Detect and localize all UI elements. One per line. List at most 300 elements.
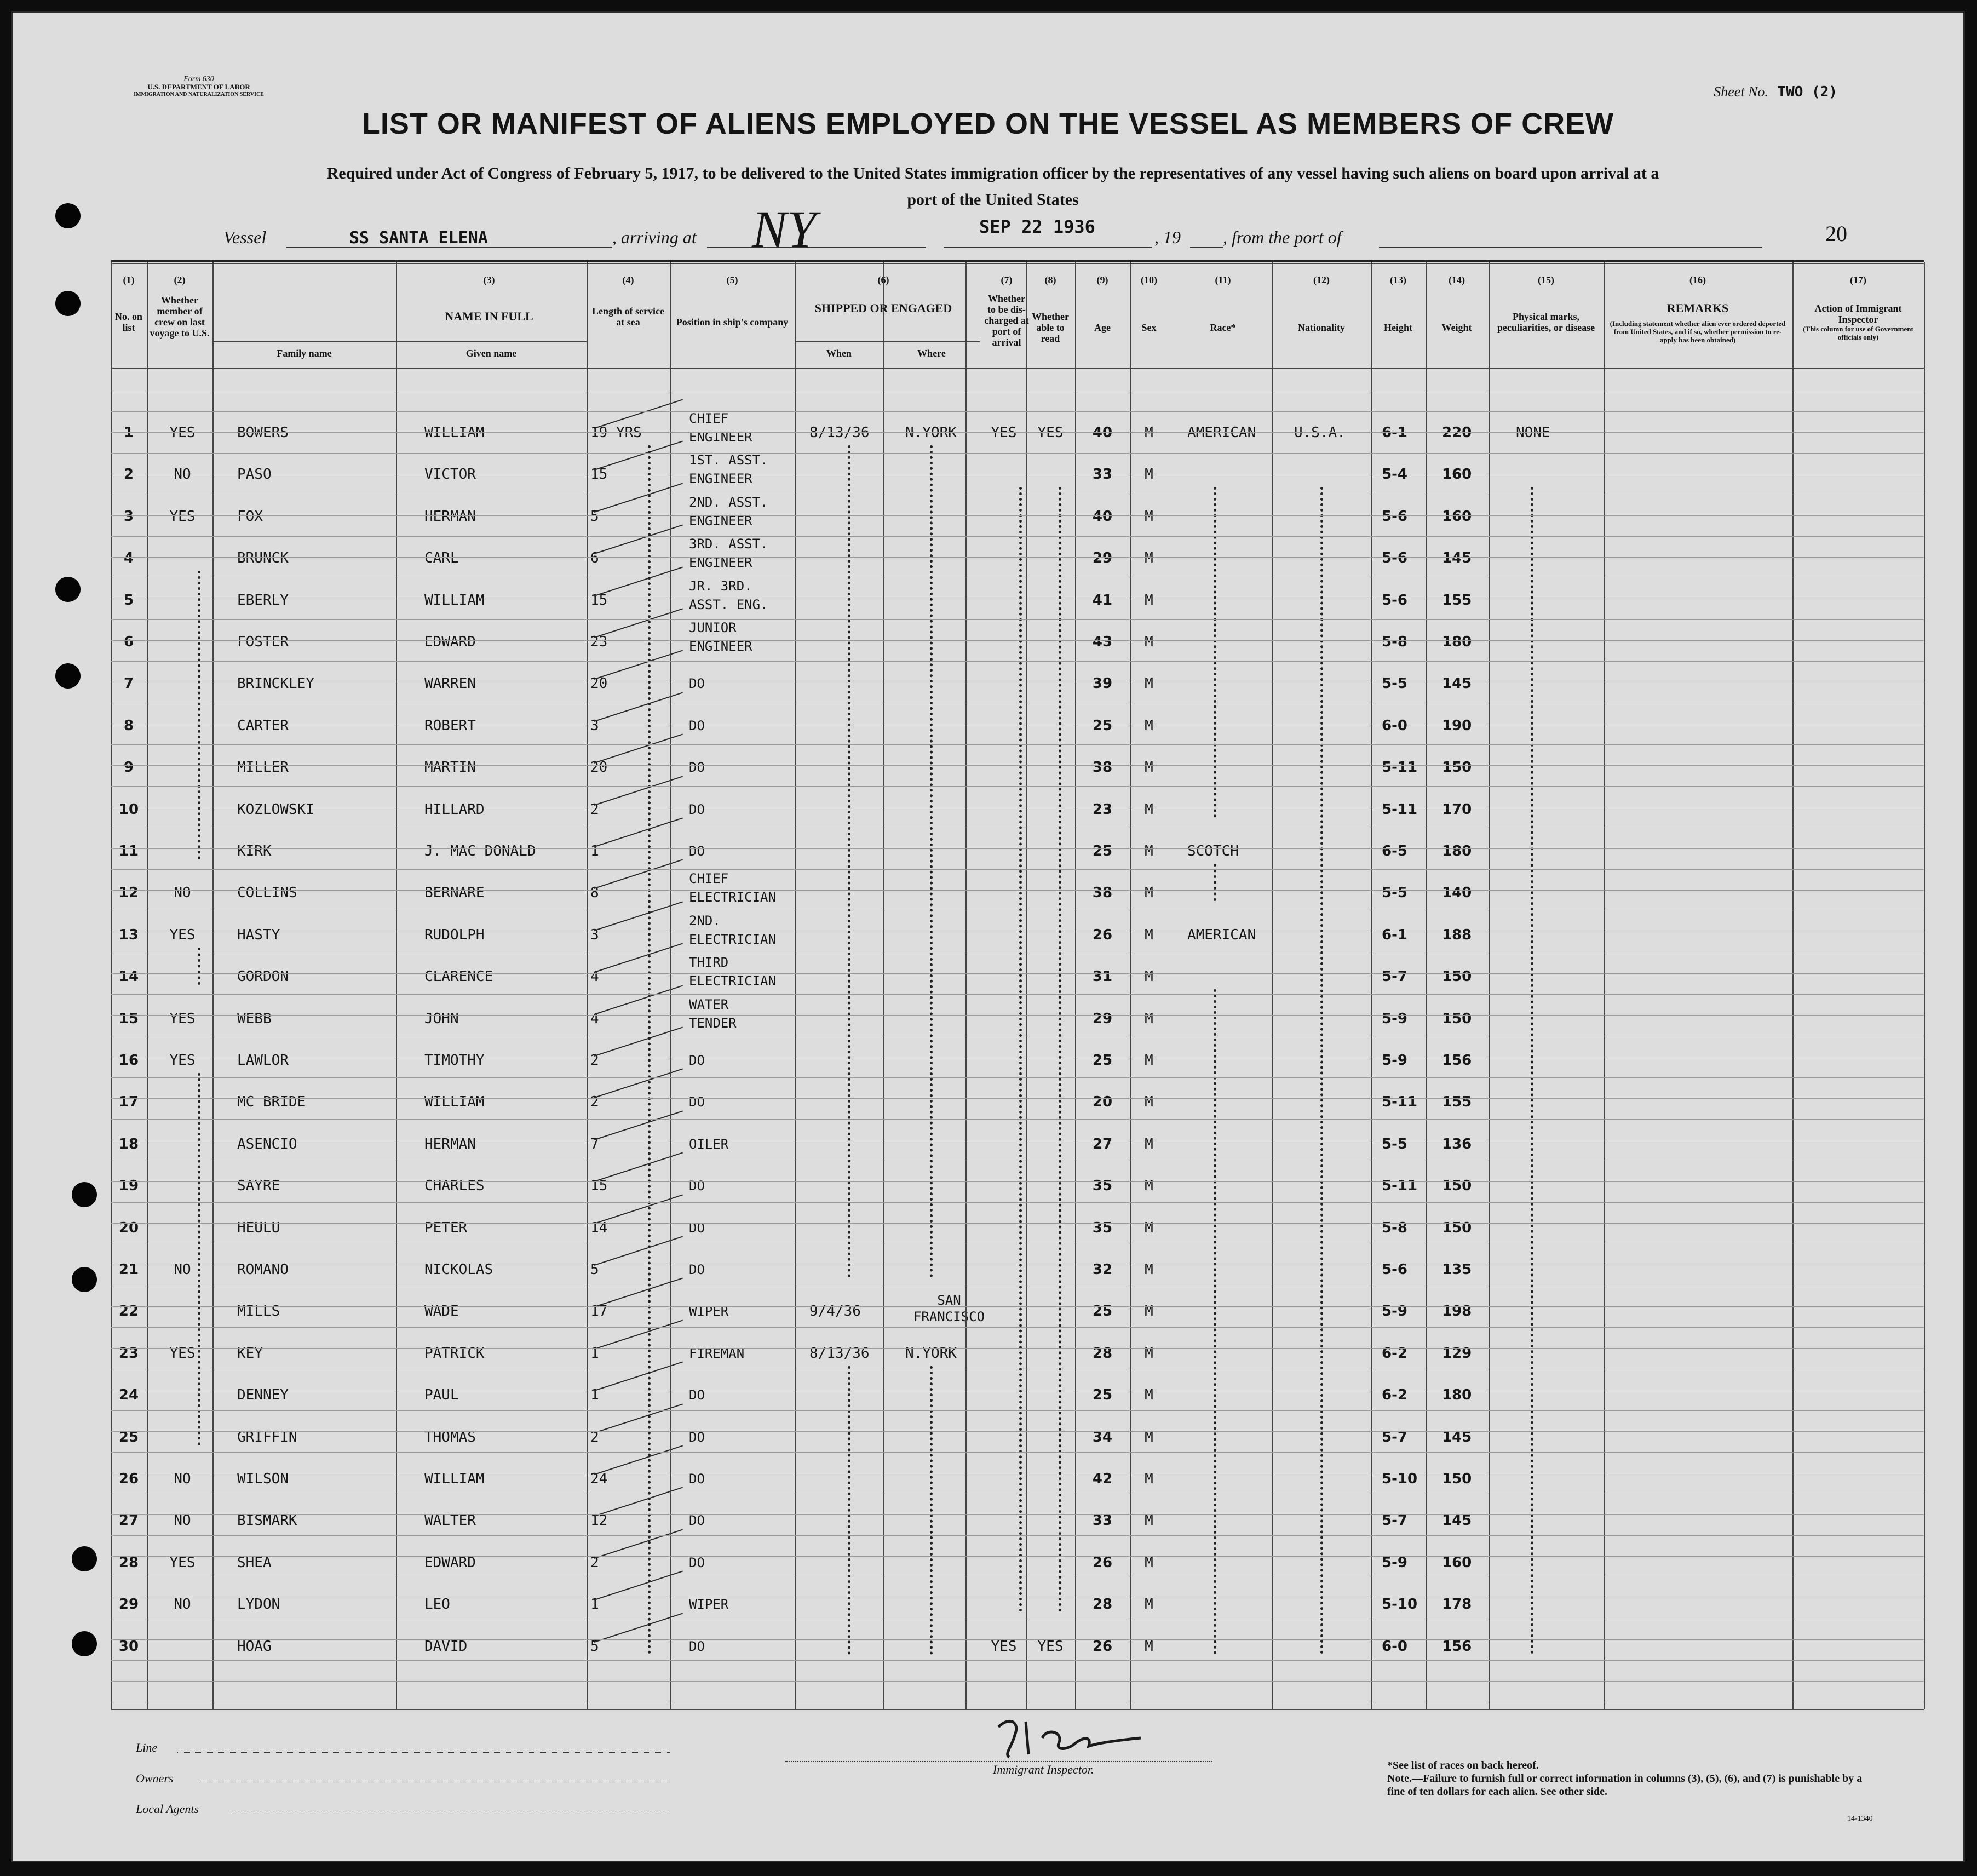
cell-no: 29 xyxy=(118,1596,139,1613)
ruled-line xyxy=(111,432,1924,433)
ruled-line xyxy=(111,1223,1924,1224)
cell-given: RUDOLPH xyxy=(424,926,485,943)
ditto-mark xyxy=(930,445,933,1278)
cell-service: 5 xyxy=(590,1638,599,1655)
cell-weight: 150 xyxy=(1442,1010,1472,1027)
ruled-line xyxy=(111,744,1924,745)
department-name: U.S. DEPARTMENT OF LABOR xyxy=(147,83,250,91)
ditto-mark xyxy=(198,948,200,985)
cell-no: 1 xyxy=(123,424,134,441)
column-subhead: Given name xyxy=(465,348,517,359)
column-divider xyxy=(795,262,796,1709)
footer-labels xyxy=(136,1732,199,1825)
cell-position: DO xyxy=(689,718,705,733)
cell-age: 43 xyxy=(1092,634,1113,650)
cell-sex: M xyxy=(1145,592,1153,609)
cell-service: 1 xyxy=(590,843,599,859)
cell-height: 5-6 xyxy=(1382,1261,1407,1278)
cell-position: DO xyxy=(689,1178,705,1194)
cell-age: 25 xyxy=(1092,1387,1113,1404)
cell-no: 18 xyxy=(118,1135,139,1152)
column-divider xyxy=(1792,262,1794,1709)
cell-no: 27 xyxy=(118,1512,139,1529)
ruled-line xyxy=(111,1410,1924,1411)
cell-sex: M xyxy=(1145,968,1153,985)
cell-family: BRUNCK xyxy=(237,550,289,567)
cell-service: 20 xyxy=(590,759,608,776)
column-subhead: Where xyxy=(917,348,946,359)
cell-discharged: YES xyxy=(991,424,1017,441)
ruled-line xyxy=(111,1098,1924,1099)
ruled-line xyxy=(111,1535,1924,1536)
cell-no: 15 xyxy=(118,1010,139,1027)
cell-last-voyage: YES xyxy=(169,1052,196,1069)
cell-read: YES xyxy=(1037,1638,1064,1655)
cell-weight: 198 xyxy=(1442,1303,1472,1320)
cell-sex: M xyxy=(1145,550,1153,567)
cell-given: HERMAN xyxy=(424,508,476,525)
cell-no: 23 xyxy=(118,1345,139,1362)
cell-given: PAUL xyxy=(424,1387,459,1404)
column-title: NAME IN FULL xyxy=(445,309,533,323)
inspector-note: (This column for use of Government officials only) xyxy=(1803,325,1913,341)
cell-given: WILLIAM xyxy=(424,1471,485,1487)
cell-height: 5-9 xyxy=(1382,1554,1407,1571)
ruled-line xyxy=(111,765,1924,766)
cell-family: KOZLOWSKI xyxy=(237,801,314,818)
header-bottom-rule xyxy=(111,368,1924,369)
cell-sex: M xyxy=(1145,1052,1153,1069)
cell-height: 5-9 xyxy=(1382,1303,1407,1320)
cell-weight: 180 xyxy=(1442,634,1472,650)
cell-position: DO xyxy=(689,844,705,859)
column-title: Action of Immigrant Inspector xyxy=(1814,303,1902,325)
date-underline xyxy=(944,247,1152,248)
column-subhead: When xyxy=(826,348,852,359)
cell-service: 3 xyxy=(590,926,599,943)
cell-height: 5-11 xyxy=(1382,1094,1418,1111)
punch-hole xyxy=(55,203,81,228)
cell-weight: 190 xyxy=(1442,717,1472,734)
cell-height: 5-10 xyxy=(1382,1471,1418,1487)
cell-age: 40 xyxy=(1092,508,1113,525)
cell-weight: 156 xyxy=(1442,1052,1472,1069)
column-number: (14) xyxy=(1449,274,1465,285)
cell-sex: M xyxy=(1145,1512,1153,1529)
cell-height: 6-0 xyxy=(1382,1638,1407,1655)
cell-family: SAYRE xyxy=(237,1178,280,1195)
arriving-value: NY xyxy=(752,200,817,259)
ruled-line xyxy=(111,1327,1924,1328)
cell-weight: 156 xyxy=(1442,1638,1472,1655)
cell-position: DO xyxy=(689,760,705,776)
cell-position: 3RD. ASST. xyxy=(689,536,768,552)
cell-height: 6-1 xyxy=(1382,926,1407,943)
column-number: (6) xyxy=(877,274,889,285)
cell-service: 12 xyxy=(590,1512,608,1529)
cell-last-voyage: YES xyxy=(169,1010,196,1027)
ditto-mark xyxy=(1214,989,1216,1654)
cell-no: 16 xyxy=(118,1052,139,1069)
cell-position: ELECTRICIAN xyxy=(689,973,776,989)
shipped-subhead-rule xyxy=(795,341,980,342)
cell-weight: 136 xyxy=(1442,1135,1472,1152)
ruled-line xyxy=(111,619,1924,620)
cell-height: 5-8 xyxy=(1382,1219,1407,1236)
column-title: Age xyxy=(1094,322,1111,333)
cell-age: 40 xyxy=(1092,424,1113,441)
cell-height: 6-2 xyxy=(1382,1387,1407,1404)
cell-no: 8 xyxy=(123,717,134,734)
cell-weight: 145 xyxy=(1442,1512,1472,1529)
cell-last-voyage: YES xyxy=(169,1345,196,1362)
cell-weight: 145 xyxy=(1442,675,1472,692)
cell-given: WILLIAM xyxy=(424,424,485,441)
cell-service: 2 xyxy=(590,1052,599,1069)
ruled-line xyxy=(111,1452,1924,1453)
cell-weight: 160 xyxy=(1442,1554,1472,1571)
cell-age: 25 xyxy=(1092,1052,1113,1069)
ditto-mark xyxy=(1320,487,1323,1654)
cell-height: 5-7 xyxy=(1382,968,1407,985)
column-number: (1) xyxy=(123,274,135,285)
cell-no: 10 xyxy=(118,801,139,818)
cell-age: 20 xyxy=(1092,1094,1113,1111)
punch-hole xyxy=(55,663,81,689)
cell-sex: M xyxy=(1145,1387,1153,1404)
cell-last-voyage: NO xyxy=(174,1261,191,1278)
cell-family: HASTY xyxy=(237,926,280,943)
cell-age: 38 xyxy=(1092,759,1113,776)
cell-sex: M xyxy=(1145,1345,1153,1362)
cell-given: DAVID xyxy=(424,1638,468,1655)
cell-position: ASST. ENG. xyxy=(689,596,768,612)
cell-family: GORDON xyxy=(237,968,289,985)
cell-service: 17 xyxy=(590,1303,608,1320)
page-subtitle xyxy=(133,160,1853,213)
cell-no: 24 xyxy=(118,1387,139,1404)
cell-last-voyage: YES xyxy=(169,508,196,525)
cell-family: BRINCKLEY xyxy=(237,675,314,692)
cell-family: MILLS xyxy=(237,1303,280,1320)
column-number: (17) xyxy=(1850,274,1866,285)
cell-weight: 150 xyxy=(1442,1219,1472,1236)
cell-sex: M xyxy=(1145,466,1153,483)
cell-given: THOMAS xyxy=(424,1428,476,1445)
cell-age: 33 xyxy=(1092,1512,1113,1529)
column-title: Position in ship's company xyxy=(676,317,789,328)
cell-service: 5 xyxy=(590,1261,599,1278)
cell-sex: M xyxy=(1145,1010,1153,1027)
cell-age: 26 xyxy=(1092,1638,1113,1655)
cell-sex: M xyxy=(1145,1428,1153,1445)
column-title: Height xyxy=(1384,322,1412,333)
cell-age: 35 xyxy=(1092,1178,1113,1195)
cell-age: 28 xyxy=(1092,1345,1113,1362)
cell-position: DO xyxy=(689,1513,705,1529)
cell-position: ENGINEER xyxy=(689,429,752,445)
cell-given: ROBERT xyxy=(424,717,476,734)
cell-position: 2ND. xyxy=(689,913,721,928)
column-divider xyxy=(212,262,214,1709)
cell-no: 28 xyxy=(118,1554,139,1571)
ruled-line xyxy=(111,848,1924,849)
cell-family: EBERLY xyxy=(237,592,289,609)
cell-height: 5-6 xyxy=(1382,592,1407,609)
cell-sex: M xyxy=(1145,717,1153,734)
column-divider xyxy=(1130,262,1131,1709)
cell-height: 6-1 xyxy=(1382,424,1407,441)
ditto-mark xyxy=(930,1366,933,1655)
column-divider xyxy=(111,262,112,1709)
line-underline xyxy=(177,1752,670,1753)
cell-position: WIPER xyxy=(689,1597,729,1613)
cell-read: YES xyxy=(1037,424,1064,441)
cell-age: 39 xyxy=(1092,675,1113,692)
column-divider xyxy=(1075,262,1076,1709)
cell-no: 21 xyxy=(118,1261,139,1278)
column-divider xyxy=(1371,262,1372,1709)
cell-service: 3 xyxy=(590,717,599,734)
cell-family: FOSTER xyxy=(237,634,289,650)
footer-notes xyxy=(1387,1759,1880,1798)
cell-position: CHIEF xyxy=(689,411,729,426)
cell-sex: M xyxy=(1145,885,1153,902)
subtitle-line-1: Required under Act of Congress of February 5, 1917, to be delivered to the United States immigration officer by the representatives of any vessel having such aliens on board upon arrival at a xyxy=(326,164,1659,182)
cell-position: DO xyxy=(689,801,705,817)
ruled-line xyxy=(111,994,1924,995)
cell-service: 6 xyxy=(590,550,599,567)
ruled-line xyxy=(111,1431,1924,1432)
column-divider xyxy=(396,262,397,1709)
cell-given: WADE xyxy=(424,1303,459,1320)
cell-service: 8 xyxy=(590,885,599,902)
table-top-rule xyxy=(111,260,1924,262)
cell-weight: 129 xyxy=(1442,1345,1472,1362)
cell-height: 5-5 xyxy=(1382,1135,1407,1152)
cell-height: 5-5 xyxy=(1382,675,1407,692)
column-number: (2) xyxy=(174,274,186,285)
cell-height: 5-10 xyxy=(1382,1596,1418,1613)
cell-race: SCOTCH xyxy=(1187,843,1239,859)
cell-position: DO xyxy=(689,1471,705,1487)
cell-sex: M xyxy=(1145,634,1153,650)
column-divider xyxy=(883,262,884,1709)
cell-sex: M xyxy=(1145,1178,1153,1195)
column-title: Length of service at sea xyxy=(592,306,664,328)
cell-height: 5-4 xyxy=(1382,466,1407,483)
form-code: 14-1340 xyxy=(1847,1815,1873,1823)
cell-service: 2 xyxy=(590,1428,599,1445)
cell-given: WILLIAM xyxy=(424,1094,485,1111)
ruled-line xyxy=(111,1181,1924,1182)
cell-height: 6-0 xyxy=(1382,717,1407,734)
from-port-underline xyxy=(1379,247,1762,248)
column-number: (4) xyxy=(622,274,634,285)
ruled-line xyxy=(111,661,1924,662)
ruled-line xyxy=(111,411,1924,412)
inspector-signature xyxy=(976,1705,1185,1765)
cell-service: 1 xyxy=(590,1387,599,1404)
cell-last-voyage: NO xyxy=(174,1512,191,1529)
cell-service: 24 xyxy=(590,1471,608,1487)
cell-position: THIRD xyxy=(689,955,729,971)
cell-no: 26 xyxy=(118,1471,139,1487)
column-divider xyxy=(1924,262,1925,1709)
ruled-line xyxy=(111,1660,1924,1661)
cell-height: 5-11 xyxy=(1382,1178,1418,1195)
cell-family: WEBB xyxy=(237,1010,272,1027)
column-title: Race* xyxy=(1210,322,1236,333)
cell-position: WIPER xyxy=(689,1304,729,1319)
cell-family: HOAG xyxy=(237,1638,272,1655)
cell-weight: 180 xyxy=(1442,843,1472,859)
ruled-line xyxy=(111,1202,1924,1203)
cell-no: 9 xyxy=(123,759,134,776)
cell-service: 4 xyxy=(590,968,599,985)
cell-last-voyage: NO xyxy=(174,1471,191,1487)
ruled-line xyxy=(111,1015,1924,1016)
cell-no: 6 xyxy=(123,634,134,650)
cell-sex: M xyxy=(1145,1596,1153,1613)
column-title: No. on list xyxy=(114,311,142,333)
cell-last-voyage: NO xyxy=(174,466,191,483)
column-title: Sex xyxy=(1141,322,1157,333)
year-underline xyxy=(1190,247,1223,248)
ditto-mark xyxy=(1531,487,1533,1654)
ruled-line xyxy=(111,515,1924,516)
cell-given: JOHN xyxy=(424,1010,459,1027)
cell-no: 7 xyxy=(123,675,134,692)
cell-age: 29 xyxy=(1092,550,1113,567)
ruled-line xyxy=(111,973,1924,974)
arriving-label: , arriving at xyxy=(612,227,697,247)
ruled-line xyxy=(111,1119,1924,1120)
cell-no: 22 xyxy=(118,1303,139,1320)
cell-sex: M xyxy=(1145,1094,1153,1111)
column-title: Whether able to read xyxy=(1032,311,1069,344)
cell-family: BISMARK xyxy=(237,1512,297,1529)
form-number: Form 630 xyxy=(183,75,214,83)
cell-family: HEULU xyxy=(237,1219,280,1236)
cell-no: 25 xyxy=(118,1428,139,1445)
inspector-underline xyxy=(785,1761,1212,1762)
cell-given: CHARLES xyxy=(424,1178,485,1195)
cell-no: 11 xyxy=(118,843,139,859)
cell-service: 15 xyxy=(590,592,608,609)
cell-family: MILLER xyxy=(237,759,289,776)
cell-last-voyage: YES xyxy=(169,424,196,441)
cell-family: GRIFFIN xyxy=(237,1428,297,1445)
cell-last-voyage: YES xyxy=(169,926,196,943)
ditto-mark xyxy=(1019,487,1022,1613)
cell-service: 4 xyxy=(590,1010,599,1027)
cell-height: 5-5 xyxy=(1382,885,1407,902)
cell-family: BOWERS xyxy=(237,424,289,441)
cell-given: BERNARE xyxy=(424,885,485,902)
cell-weight: 140 xyxy=(1442,885,1472,902)
note-label: Note. xyxy=(1387,1772,1412,1785)
cell-no: 2 xyxy=(123,466,134,483)
cell-given: VICTOR xyxy=(424,466,476,483)
cell-family: KIRK xyxy=(237,843,272,859)
cell-height: 5-8 xyxy=(1382,634,1407,650)
cell-given: WILLIAM xyxy=(424,592,485,609)
cell-given: NICKOLAS xyxy=(424,1261,493,1278)
cell-family: WILSON xyxy=(237,1471,289,1487)
cell-where: N.YORK xyxy=(905,1345,957,1362)
ruled-line xyxy=(111,869,1924,870)
cell-family: CARTER xyxy=(237,717,289,734)
cell-where: N.YORK xyxy=(905,424,957,441)
cell-height: 5-7 xyxy=(1382,1512,1407,1529)
column-divider xyxy=(1426,262,1427,1709)
column-subhead: Family name xyxy=(277,348,332,359)
column-number: (5) xyxy=(726,274,738,285)
cell-family: ASENCIO xyxy=(237,1135,297,1152)
ruled-line xyxy=(111,1077,1924,1078)
cell-discharged: YES xyxy=(991,1638,1017,1655)
cell-weight: 160 xyxy=(1442,466,1472,483)
cell-height: 5-6 xyxy=(1382,508,1407,525)
cell-position: OILER xyxy=(689,1136,729,1152)
ditto-mark xyxy=(848,445,850,1278)
name-subhead-rule xyxy=(212,341,587,342)
cell-service: 19 YRS xyxy=(590,424,642,441)
cell-position: WATER xyxy=(689,996,729,1012)
column-number: (12) xyxy=(1313,274,1330,285)
cell-given: EDWARD xyxy=(424,634,476,650)
from-port-label: , from the port of xyxy=(1223,227,1342,247)
cell-age: 26 xyxy=(1092,926,1113,943)
cell-height: 5-9 xyxy=(1382,1052,1407,1069)
ruled-line xyxy=(111,557,1924,558)
sheet-number xyxy=(1714,84,1837,100)
cell-service: 23 xyxy=(590,634,608,650)
cell-age: 25 xyxy=(1092,717,1113,734)
cell-age: 32 xyxy=(1092,1261,1113,1278)
cell-height: 5-11 xyxy=(1382,801,1418,818)
column-title: Nationality xyxy=(1297,322,1345,333)
cell-sex: M xyxy=(1145,1638,1153,1655)
cell-position: ENGINEER xyxy=(689,513,752,529)
cell-age: 23 xyxy=(1092,801,1113,818)
cell-sex: M xyxy=(1145,843,1153,859)
cell-sex: M xyxy=(1145,1135,1153,1152)
cell-position: DO xyxy=(689,1220,705,1236)
cell-position: 2ND. ASST. xyxy=(689,494,768,510)
cell-service: 14 xyxy=(590,1219,608,1236)
cell-sex: M xyxy=(1145,1303,1153,1320)
cell-sex: M xyxy=(1145,1219,1153,1236)
cell-no: 19 xyxy=(118,1178,139,1195)
form-identifier xyxy=(95,76,303,99)
cell-position: TENDER xyxy=(689,1015,737,1031)
cell-position: CHIEF xyxy=(689,871,729,887)
cell-service: 1 xyxy=(590,1345,599,1362)
column-number: (16) xyxy=(1689,274,1706,285)
remarks-note: (Including statement whether alien ever ordered deported from United States, and if so, whether permission to re-apply has been obtained) xyxy=(1610,319,1786,344)
cell-age: 38 xyxy=(1092,885,1113,902)
cell-service: 1 xyxy=(590,1596,599,1613)
cell-weight: 220 xyxy=(1442,424,1472,441)
cell-weight: 188 xyxy=(1442,926,1472,943)
cell-position: ELECTRICIAN xyxy=(689,931,776,947)
cell-family: KEY xyxy=(237,1345,263,1362)
column-number: (3) xyxy=(483,274,495,285)
cell-service: 5 xyxy=(590,508,599,525)
punch-hole xyxy=(72,1631,97,1656)
